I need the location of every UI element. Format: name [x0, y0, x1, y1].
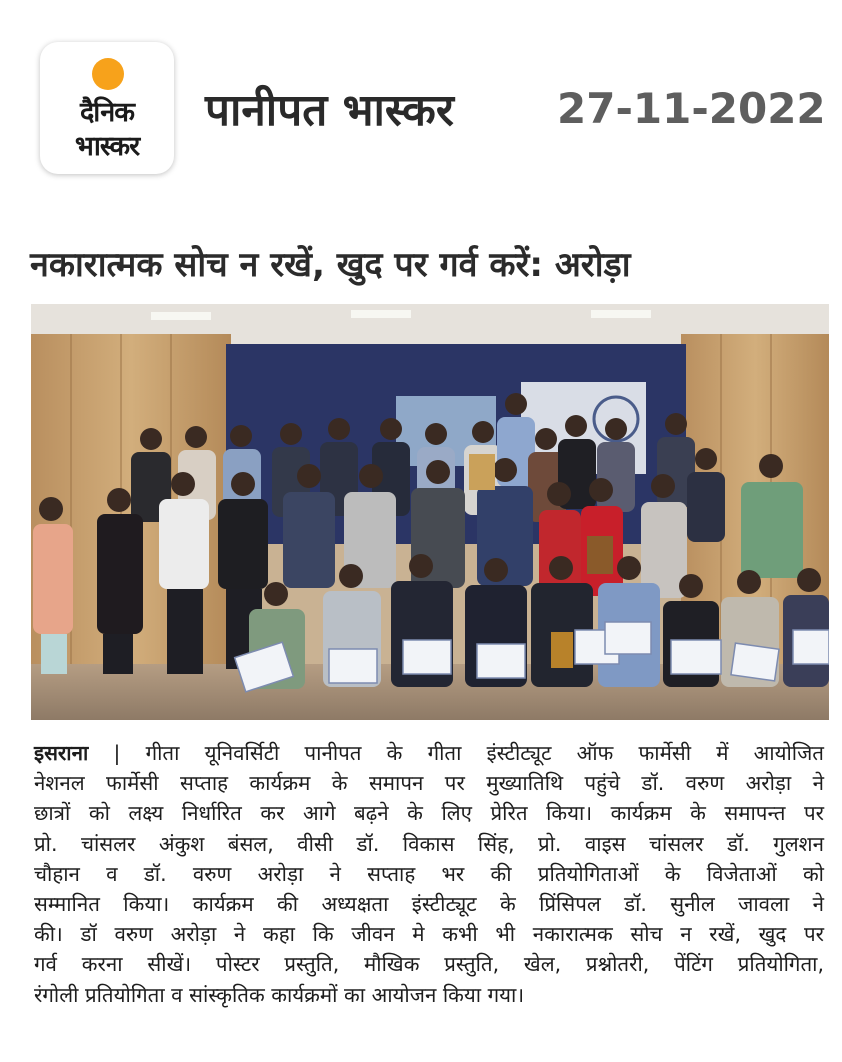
article-body	[34, 738, 824, 1010]
logo-text-line1: दैनिक	[79, 97, 135, 128]
article-line: छात्रों को लक्ष्य निर्धारित कर आगे बढ़ने के लिए प्रेरित किया। कार्यक्रम के समापन्त पर	[34, 801, 824, 826]
dateline-separator: |	[88, 741, 146, 765]
article-headline: नकारात्मक सोच न रखें, खुद पर गर्व करें: अरोड़ा	[30, 245, 631, 285]
article-line	[34, 738, 824, 768]
article-line: गर्व करना सीखें। पोस्टर प्रस्तुति, मौखिक प्रस्तुति, खेल, प्रश्नोतरी, पेंटिंग प्रतियोगिता,	[34, 952, 824, 977]
edition-title: पानीपत भास्कर	[205, 85, 454, 136]
article-line-text: गीता यूनिवर्सिटी पानीपत के गीता इंस्टीट्यूट ऑफ फार्मेसी में आयोजित	[145, 741, 824, 765]
article-line: नेशनल फार्मेसी सप्ताह कार्यक्रम के समापन पर मुख्यातिथि पहुंचे डॉ. वरुण अरोड़ा ने	[34, 771, 824, 796]
article-line: चौहान व डॉ. वरुण अरोड़ा ने सप्ताह भर की प्रतियोगिताओं के विजेताओं को	[34, 861, 824, 886]
logo-text-line2: भास्कर	[74, 131, 140, 162]
article-dateline: इसराना	[34, 741, 89, 765]
article-line: प्रो. चांसलर अंकुश बंसल, वीसी डॉ. विकास सिंह, प्रो. वाइस चांसलर डॉ. गुलशन	[34, 831, 824, 856]
logo-sun-icon	[92, 58, 124, 90]
group-photo	[31, 304, 829, 720]
article-line: सम्मानित किया। कार्यक्रम की अध्यक्षता इंस्टीट्यूट के प्रिंसिपल डॉ. सुनील जावला ने	[34, 892, 824, 917]
publication-date: 27-11-2022	[557, 84, 826, 133]
article-line: की। डॉ वरुण अरोड़ा ने कहा कि जीवन मे कभी भी नकारात्मक सोच न रखें, खुद पर	[34, 922, 824, 947]
article-line: रंगोली प्रतियोगिता व सांस्कृतिक कार्यक्रमों का आयोजन किया गया।	[34, 982, 525, 1007]
dainik-bhaskar-logo	[40, 42, 174, 174]
